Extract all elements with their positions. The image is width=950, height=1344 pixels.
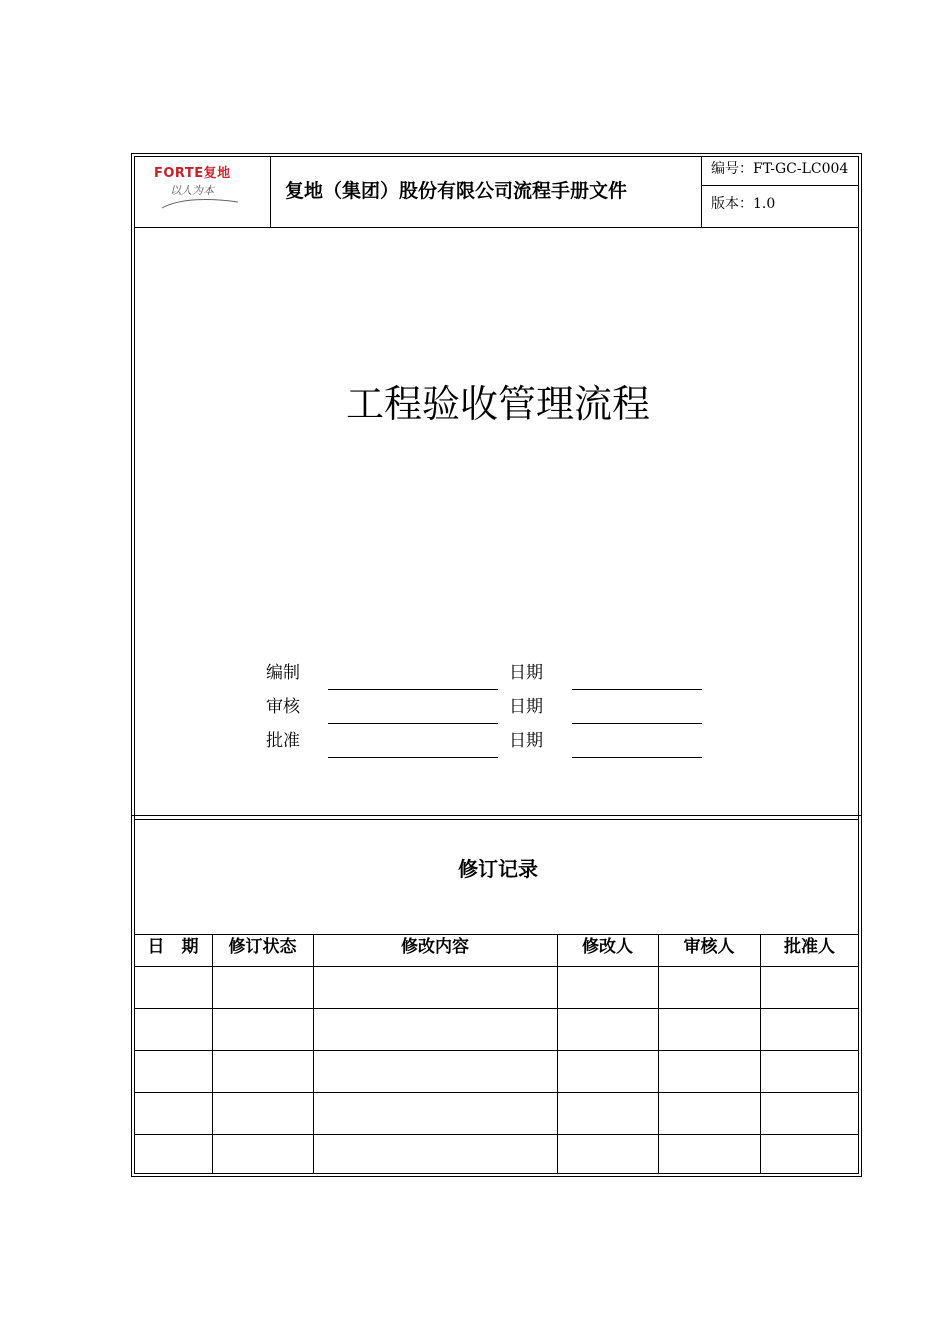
logo-swoosh-icon <box>160 196 240 210</box>
revision-col-approver: 批准人 <box>784 937 835 957</box>
revision-table-col-line <box>313 934 314 1174</box>
signoff-label-prepared: 编制 <box>266 663 300 683</box>
header-divider-meta <box>701 156 702 227</box>
signoff-date-line-prepared <box>572 689 702 690</box>
revision-table-row-line <box>134 1050 859 1051</box>
signoff-date-label-prepared: 日期 <box>509 663 543 683</box>
revision-col-content: 修改内容 <box>401 937 469 957</box>
signoff-date-line-reviewed <box>572 723 702 724</box>
revision-col-date: 日 期 <box>147 937 199 957</box>
revision-table-top-line <box>134 934 859 935</box>
document-version: 版本：1.0 <box>711 196 776 212</box>
revision-table-col-line <box>212 934 213 1174</box>
logo-slogan: 以人为本 <box>170 184 214 197</box>
document-code: 编号：FT-GC-LC004 <box>711 161 849 177</box>
signoff-date-label-reviewed: 日期 <box>509 697 543 717</box>
signoff-line-reviewed <box>328 723 498 724</box>
logo-brand-text: FORTE复地 <box>154 166 231 181</box>
revision-record-title: 修订记录 <box>458 857 538 881</box>
signoff-label-approved: 批准 <box>266 731 300 751</box>
header-meta-divider <box>701 185 859 186</box>
signoff-date-label-approved: 日期 <box>509 731 543 751</box>
section-divider-bottom <box>134 819 859 820</box>
revision-table-header-line <box>134 966 859 967</box>
revision-table-row-line <box>134 1092 859 1093</box>
header-divider-logo <box>270 156 271 227</box>
company-logo <box>150 160 258 216</box>
revision-table-row-line <box>134 1008 859 1009</box>
revision-table-col-line <box>557 934 558 1174</box>
revision-table-col-line <box>658 934 659 1174</box>
header-bottom-line <box>134 227 859 228</box>
document-title: 工程验收管理流程 <box>345 382 650 426</box>
revision-col-reviewer: 审核人 <box>683 937 735 957</box>
revision-col-status: 修订状态 <box>228 937 297 957</box>
revision-table-col-line <box>760 934 761 1174</box>
company-name: 复地（集团）股份有限公司流程手册文件 <box>285 180 628 202</box>
signoff-label-reviewed: 审核 <box>266 697 300 717</box>
signoff-line-approved <box>328 757 498 758</box>
revision-col-modifier: 修改人 <box>582 937 633 957</box>
signoff-date-line-approved <box>572 757 702 758</box>
document-inner-frame <box>134 156 859 1174</box>
revision-table-row-line <box>134 1134 859 1135</box>
signoff-line-prepared <box>328 689 498 690</box>
section-divider-top <box>131 815 862 816</box>
